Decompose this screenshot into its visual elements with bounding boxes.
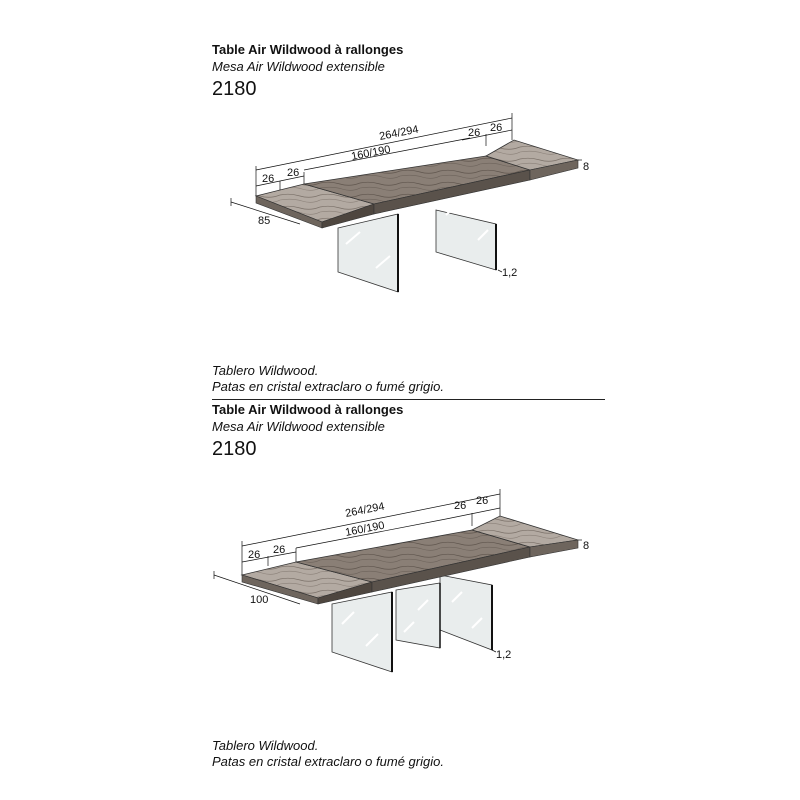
dim-extension-right-2: 26: [476, 495, 489, 507]
product-title: Table Air Wildwood à rallonges: [212, 402, 404, 417]
product-title: Table Air Wildwood à rallonges: [212, 42, 404, 57]
description-line-2: Patas en cristal extraclaro o fumé grigio.: [212, 754, 444, 769]
dim-total-length: 264/294: [344, 500, 386, 520]
dim-extension-right-1: 26: [468, 127, 481, 139]
glass-leg-middle: [396, 583, 440, 648]
glass-leg-back: [440, 575, 492, 650]
dim-total-length: 264/294: [378, 123, 420, 143]
dim-extension-left-1: 26: [262, 173, 275, 185]
dim-extension-left-1: 26: [248, 549, 261, 561]
dim-glass-thickness: 1,2: [502, 267, 518, 279]
product-code: 2180: [212, 78, 257, 100]
description-line-2: Patas en cristal extraclaro o fumé grigio.: [212, 379, 444, 394]
dim-glass-thickness: 1,2: [496, 649, 512, 661]
description-line-1: Tablero Wildwood.: [212, 738, 319, 753]
product-sheet-2: [0, 402, 800, 769]
glass-leg-front: [332, 592, 392, 672]
dim-depth: 85: [258, 215, 271, 227]
dim-depth: 100: [250, 594, 269, 606]
section-divider: [212, 399, 605, 400]
product-subtitle: Mesa Air Wildwood extensible: [212, 419, 385, 434]
description-line-1: Tablero Wildwood.: [212, 363, 319, 378]
dim-extension-right-2: 26: [490, 122, 503, 134]
dim-extension-right-1: 26: [454, 500, 467, 512]
dim-closed-length: 160/190: [350, 143, 392, 163]
product-code: 2180: [212, 438, 257, 460]
dim-thickness: 8: [583, 161, 590, 173]
dim-closed-length: 160/190: [344, 519, 386, 539]
dim-extension-left-2: 26: [287, 167, 300, 179]
product-subtitle: Mesa Air Wildwood extensible: [212, 59, 385, 74]
dim-thickness: 8: [583, 540, 590, 552]
product-description: [212, 738, 444, 770]
product-description: [212, 363, 444, 395]
dim-extension-left-2: 26: [273, 544, 286, 556]
